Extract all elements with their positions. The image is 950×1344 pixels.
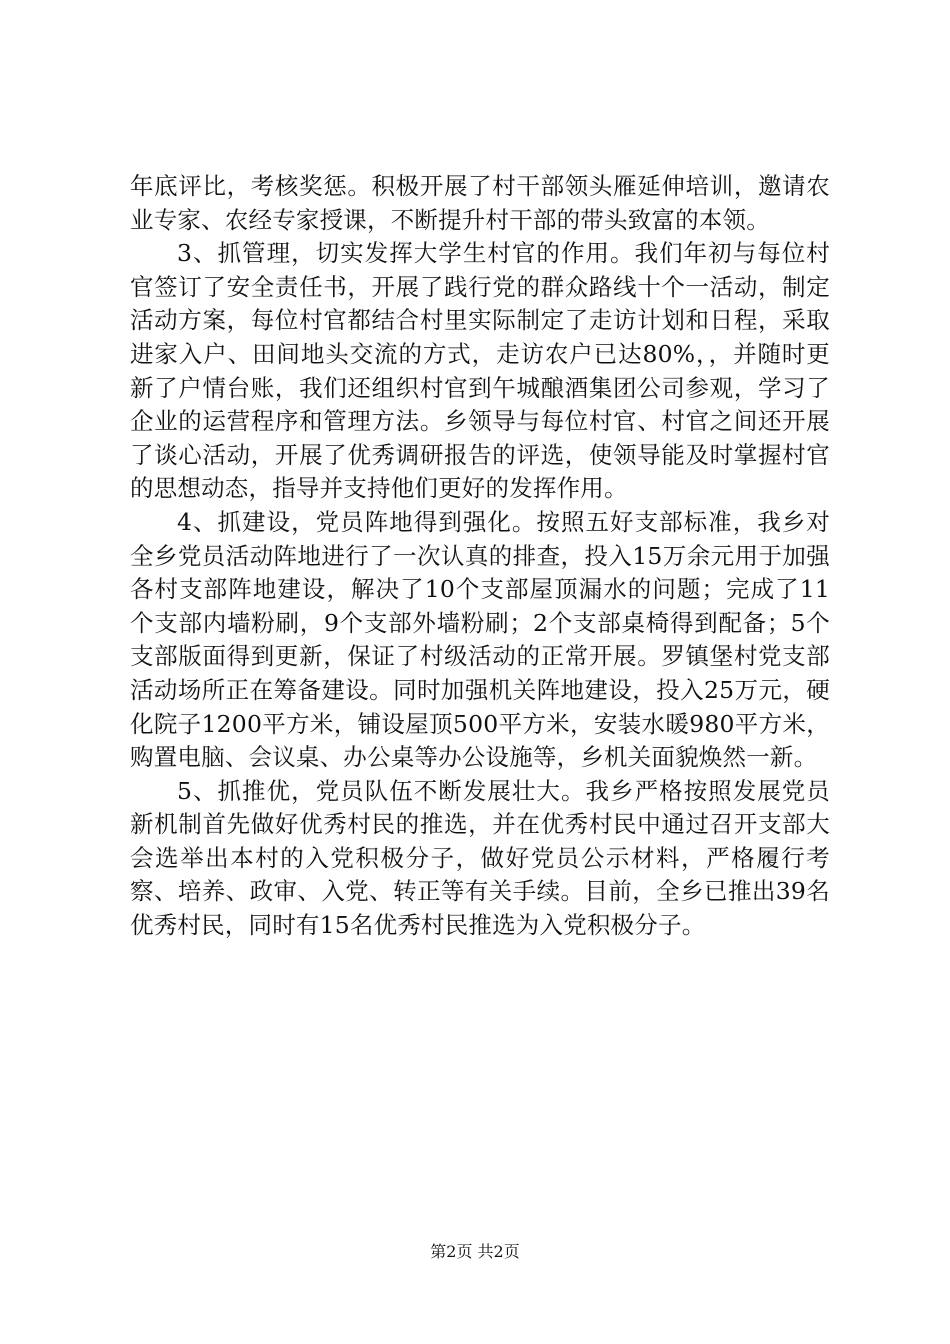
document-body xyxy=(130,170,830,943)
paragraph-management: 3、抓管理，切实发挥大学生村官的作用。我们年初与每位村官签订了安全责任书，开展了践行党的群众路线十个一活动，制定活动方案，每位村官都结合村里实际制定了走访计划和日程，采取进家入户、田间地头交流的方式，走访农户已达80%，，并随时更新了户情台账，我们还组织村官到午城酿酒集团公司参观，学习了企业的运营程序和管理方法。乡领导与每位村官、村官之间还开展了谈心活动，开展了优秀调研报告的评选，使领导能及时掌握村官的思想动态，指导并支持他们更好的发挥作用。 xyxy=(130,239,830,503)
paragraph-continuation: 年底评比，考核奖惩。积极开展了村干部领头雁延伸培训，邀请农业专家、农经专家授课，不断提升村干部的带头致富的本领。 xyxy=(130,172,830,234)
paragraph-construction: 4、抓建设，党员阵地得到强化。按照五好支部标准，我乡对全乡党员活动阵地进行了一次认真的排查，投入15万余元用于加强各村支部阵地建设，解决了10个支部屋顶漏水的问题；完成了11个支部内墙粉刷，9个支部外墙粉刷；2个支部桌椅得到配备；5个支部版面得到更新，保证了村级活动的正常开展。罗镇堡村党支部活动场所正在筹备建设。同时加强机关阵地建设，投入25万元，硬化院子1200平方米，铺设屋顶500平方米，安装水暖980平方米，购置电脑、会议桌、办公桌等办公设施等，乡机关面貌焕然一新。 xyxy=(130,507,830,772)
page-footer: 第2页 共2页 xyxy=(430,1242,520,1261)
paragraph-recommendation: 5、抓推优，党员队伍不断发展壮大。我乡严格按照发展党员新机制首先做好优秀村民的推选，并在优秀村民中通过召开支部大会选举出本村的入党积极分子，做好党员公示材料，严格履行考察、培养、政审、入党、转正等有关手续。目前，全乡已推出39名优秀村民，同时有15名优秀村民推选为入党积极分子。 xyxy=(130,776,830,940)
